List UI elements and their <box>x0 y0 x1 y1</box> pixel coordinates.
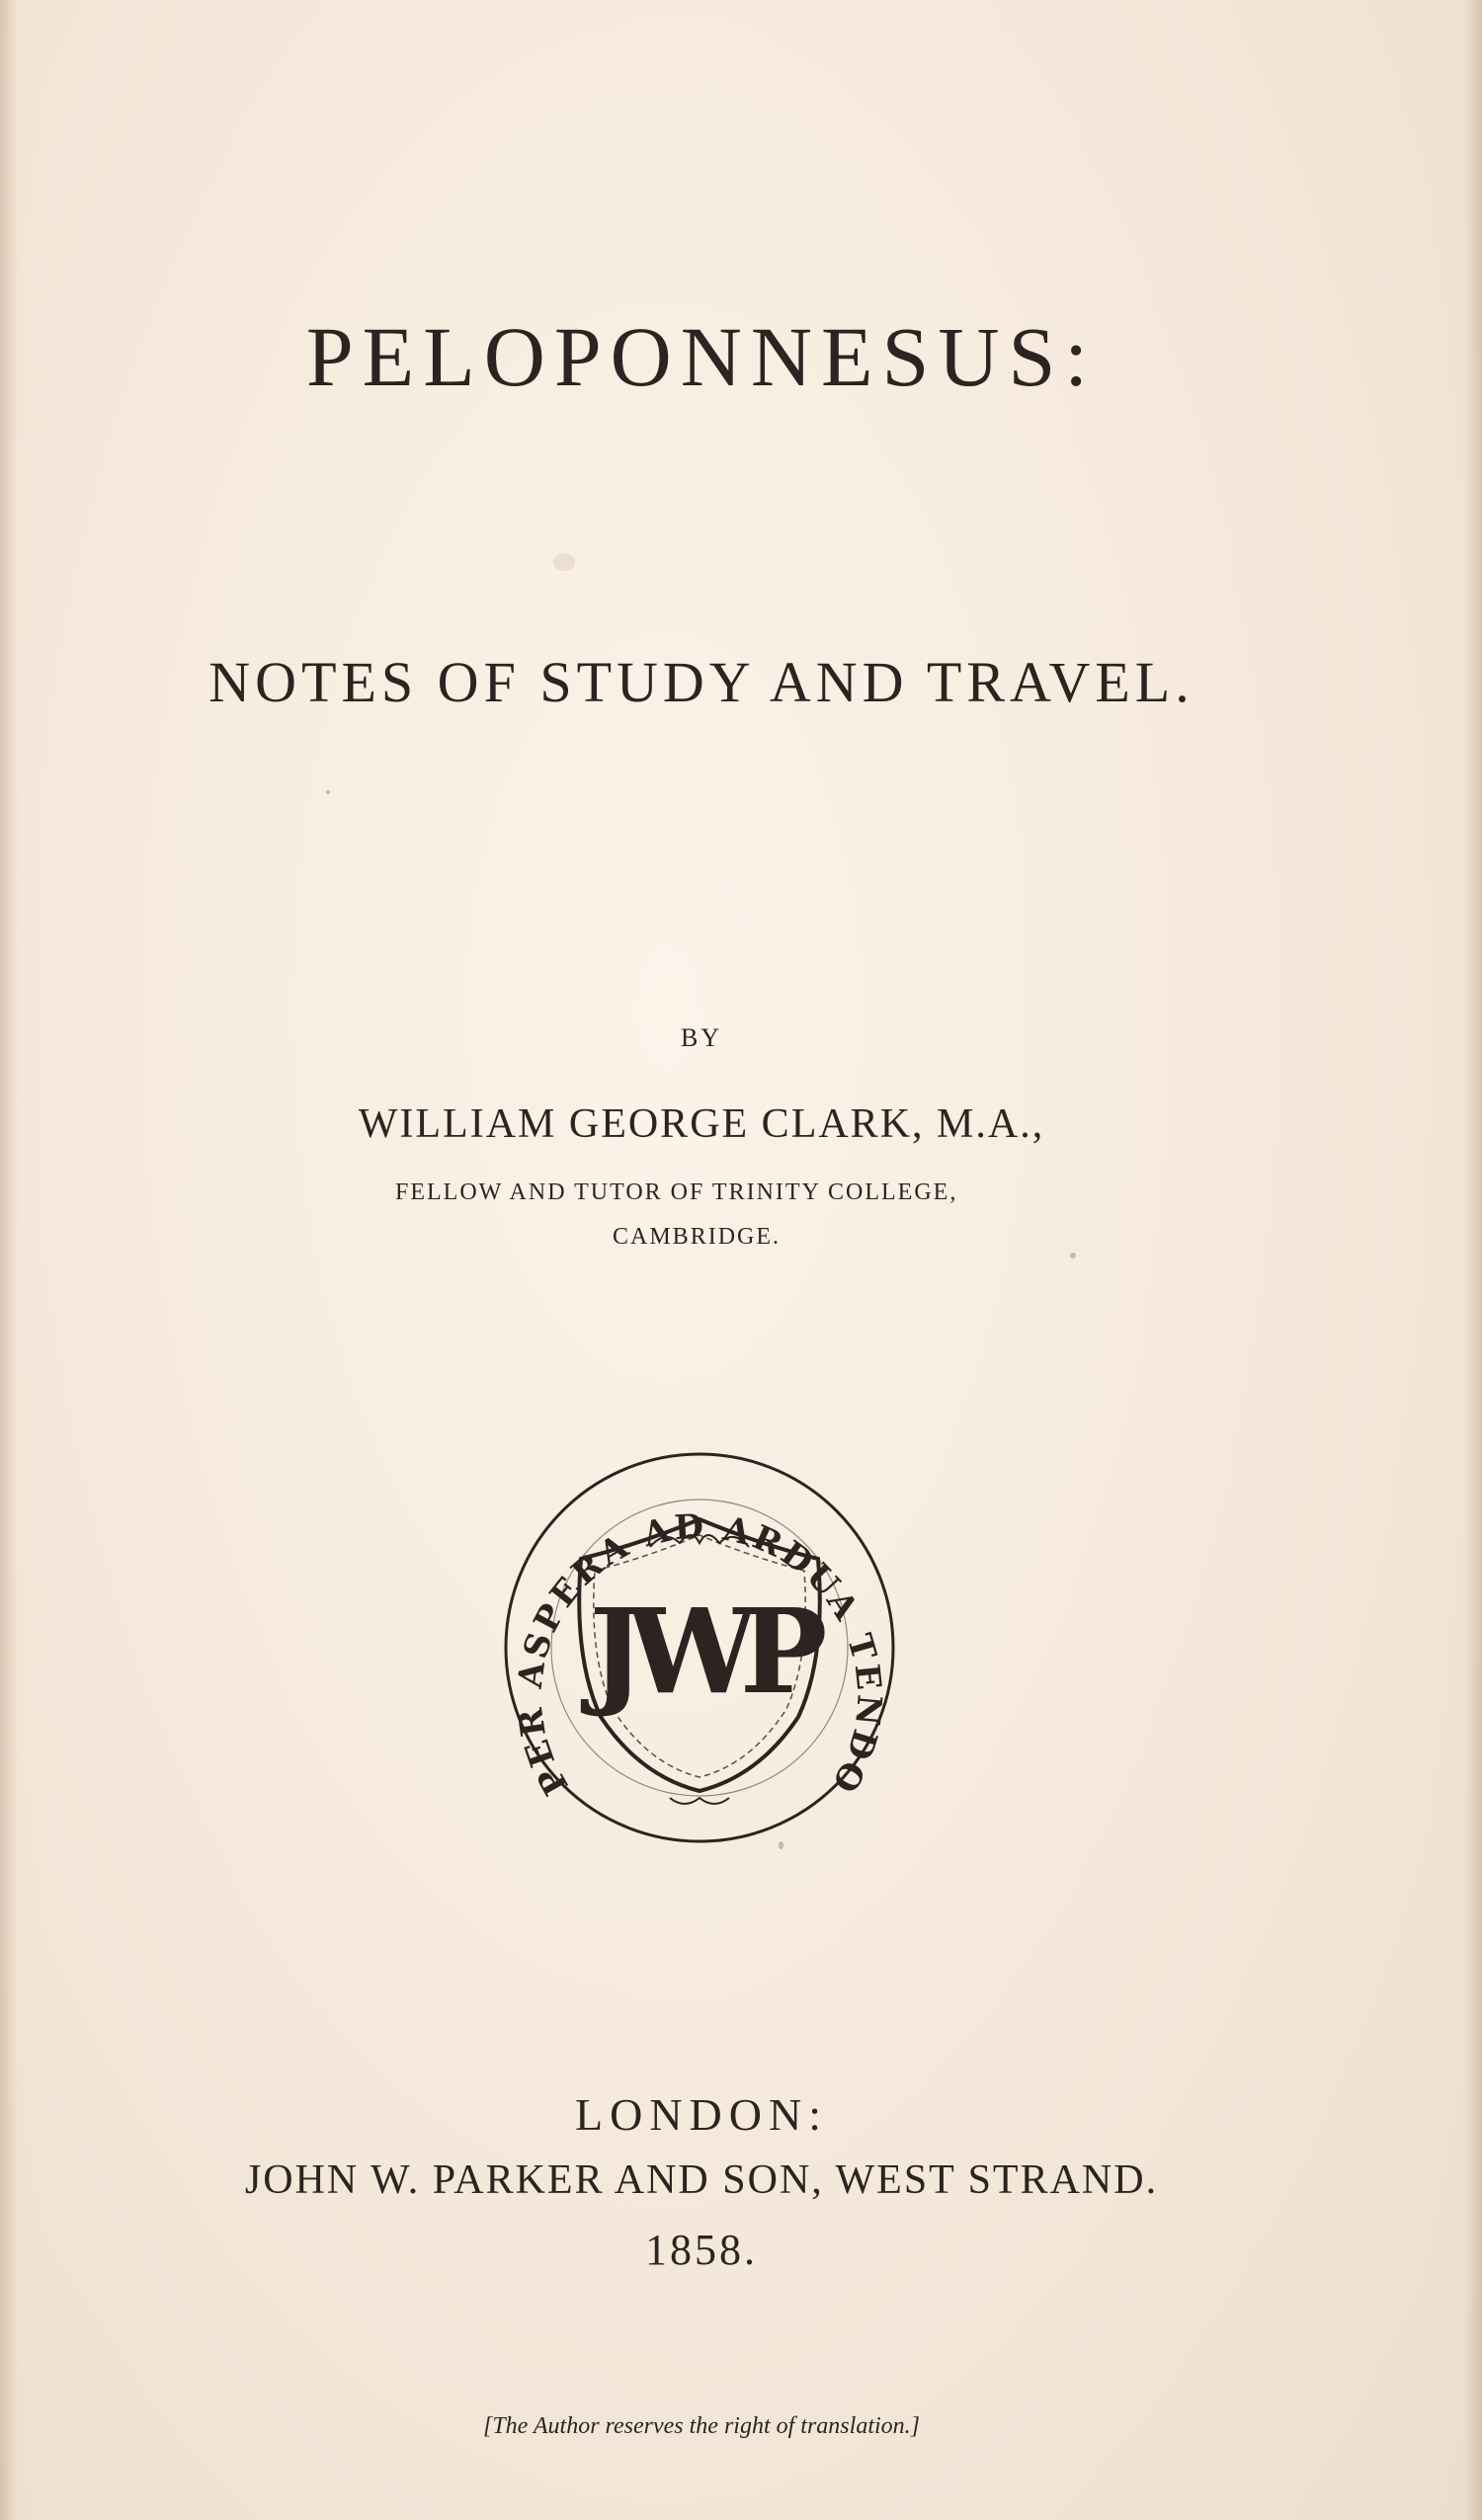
paper-stain <box>553 553 575 571</box>
author-affiliation: FELLOW AND TUTOR OF TRINITY COLLEGE, <box>395 1179 958 1205</box>
seal-monogram: JWP <box>589 1583 810 1720</box>
page-right-edge <box>1464 0 1482 2520</box>
by-line: BY <box>680 1023 723 1052</box>
paper-speck <box>779 1841 783 1849</box>
imprint-year: 1858. <box>645 2226 758 2274</box>
author-name: WILLIAM GEORGE CLARK, M.A., <box>358 1101 1045 1147</box>
paper-speck <box>1070 1253 1076 1259</box>
paper-speck <box>326 790 330 794</box>
imprint-city: LONDON: <box>575 2089 828 2140</box>
book-title: PELOPONNESUS: <box>305 309 1098 404</box>
seal-motto: PER ASPERA AD ARDUA TENDO <box>510 1506 889 1802</box>
author-affiliation-place: CAMBRIDGE. <box>613 1224 782 1250</box>
book-subtitle: NOTES OF STUDY AND TRAVEL. <box>208 650 1194 714</box>
imprint-publisher: JOHN W. PARKER AND SON, WEST STRAND. <box>244 2157 1159 2203</box>
rights-note: [The Author reserves the right of translation.] <box>482 2413 920 2439</box>
publisher-device-seal <box>502 1450 897 1845</box>
